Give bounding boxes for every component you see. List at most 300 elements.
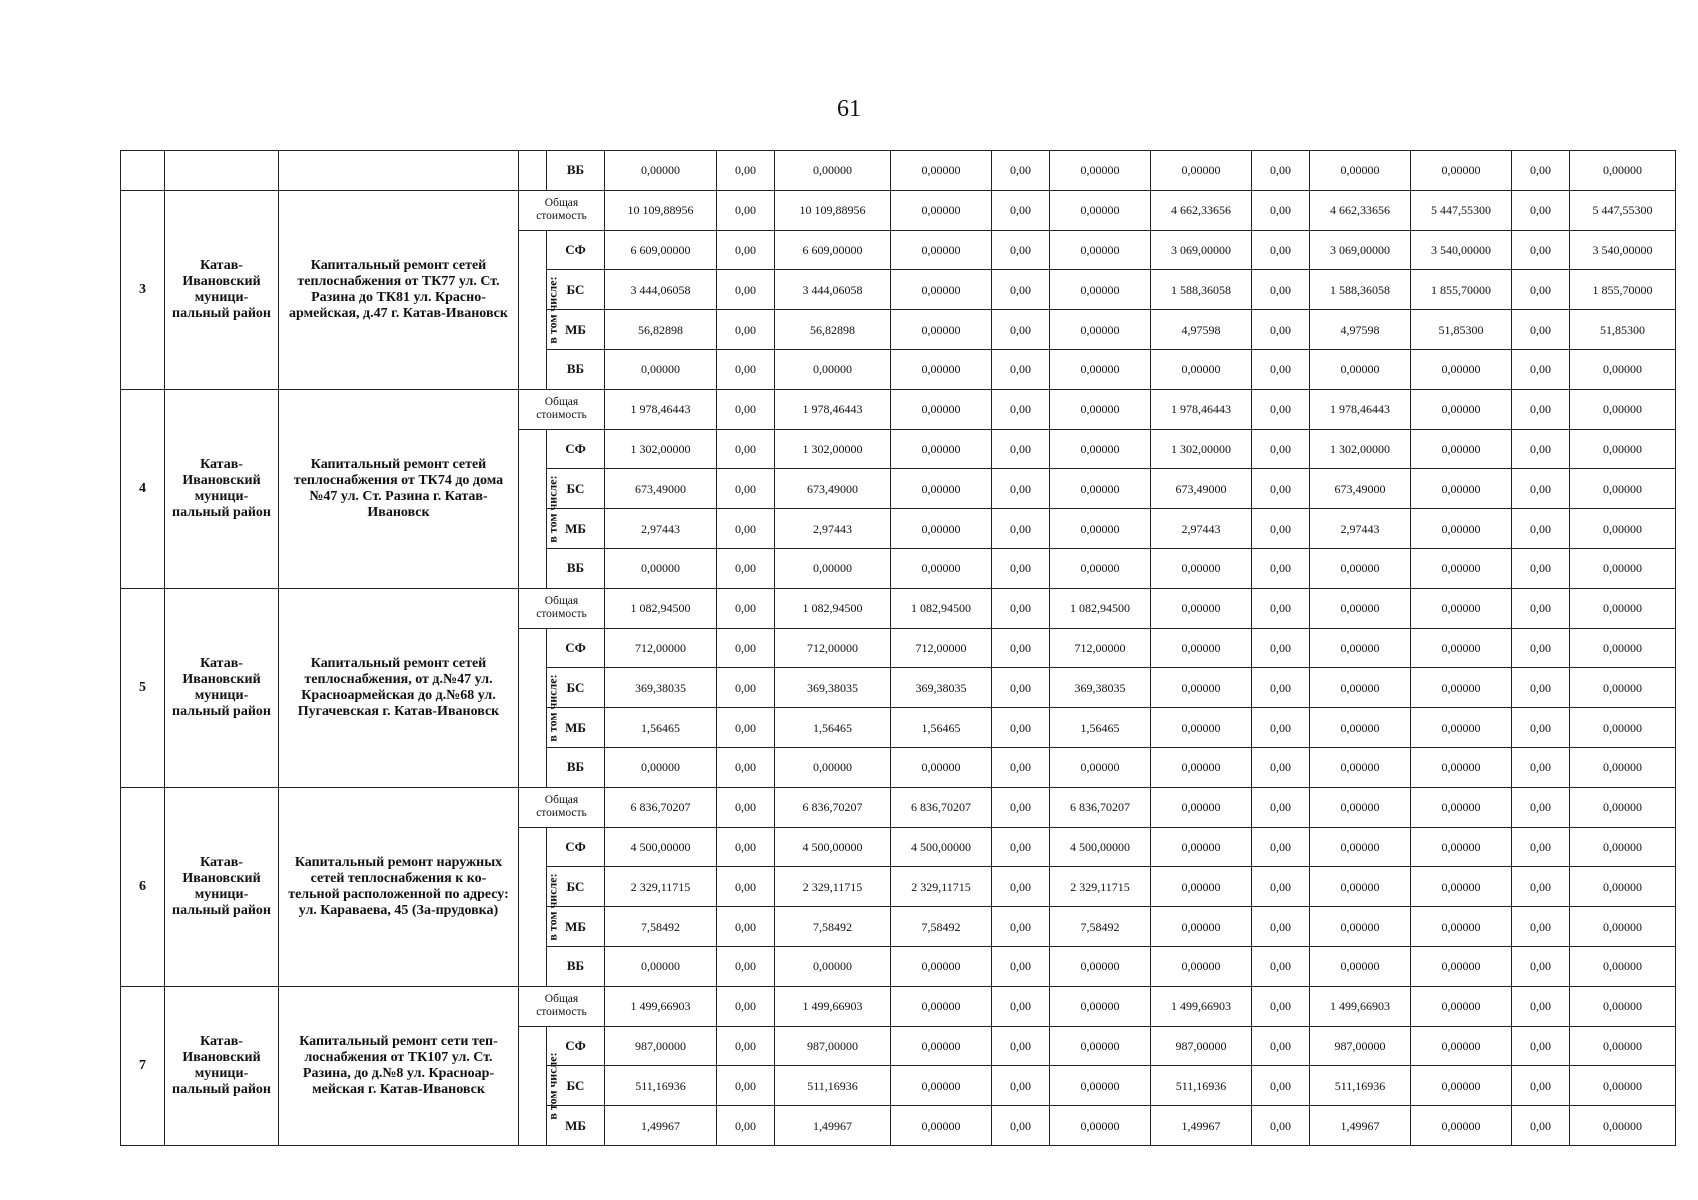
value-cell: 4,97598 [1310,310,1411,350]
value-cell: 0,00000 [1570,827,1676,867]
value-cell: 0,00 [717,230,775,270]
value-cell: 6 836,70207 [891,787,992,827]
value-cell: 0,00000 [891,270,992,310]
value-cell: 1,49967 [605,1106,717,1146]
value-cell: 0,00000 [1050,1026,1151,1066]
value-cell: 0,00000 [1411,469,1512,509]
source-label: ВБ [547,151,605,191]
table-row [121,986,1676,1026]
value-cell: 0,00000 [1151,668,1252,708]
including-label [519,230,560,389]
value-cell: 0,00000 [891,747,992,787]
value-cell: 4 662,33656 [1310,190,1411,230]
value-cell: 0,00 [1512,230,1570,270]
value-cell: 6 836,70207 [605,787,717,827]
value-cell: 0,00 [992,907,1050,947]
value-cell: 0,00000 [1570,429,1676,469]
value-cell: 4 500,00000 [605,827,717,867]
including-label [519,429,560,588]
source-label: МБ [547,509,605,549]
value-cell: 0,00 [1252,1026,1310,1066]
value-cell: 0,00000 [891,151,992,191]
value-cell: 0,00 [992,867,1050,907]
value-cell: 369,38035 [605,668,717,708]
table-row [121,151,1676,191]
value-cell: 0,00000 [775,151,891,191]
value-cell: 0,00000 [775,349,891,389]
value-cell: 0,00000 [1151,349,1252,389]
value-cell: 0,00 [717,946,775,986]
value-cell: 0,00000 [605,349,717,389]
total-cost-label: Общая стоимость [519,986,605,1026]
source-label: БС [547,668,605,708]
work-description: Капитальный ремонт сетей теплоснабжения от ТК77 ул. Ст. Разина до ТК81 ул. Красно-армейская, д.47 г. Катав-Ивановск [279,190,519,389]
value-cell: 0,00 [992,787,1050,827]
total-cost-label: Общая стоимость [519,190,605,230]
value-cell: 3 540,00000 [1570,230,1676,270]
value-cell: 0,00000 [1570,986,1676,1026]
value-cell: 0,00 [992,588,1050,628]
value-cell: 0,00 [1512,747,1570,787]
value-cell: 0,00000 [1151,588,1252,628]
value-cell: 0,00 [1252,1106,1310,1146]
value-cell: 0,00 [717,986,775,1026]
value-cell: 0,00000 [1310,827,1411,867]
value-cell: 0,00000 [1050,151,1151,191]
value-cell: 0,00000 [1050,1106,1151,1146]
value-cell: 0,00 [1512,588,1570,628]
value-cell: 5 447,55300 [1570,190,1676,230]
value-cell: 0,00000 [1570,946,1676,986]
value-cell: 0,00 [717,270,775,310]
value-cell: 0,00 [717,907,775,947]
value-cell: 0,00 [717,708,775,748]
value-cell: 0,00 [1512,349,1570,389]
value-cell: 0,00000 [1570,1026,1676,1066]
value-cell: 4 662,33656 [1151,190,1252,230]
value-cell: 0,00000 [1570,349,1676,389]
work-description: Капитальный ремонт сетей теплоснабжения от ТК74 до дома №47 ул. Ст. Разина г. Катав-Ивановск [279,389,519,588]
table-row [121,787,1676,827]
value-cell: 6 609,00000 [605,230,717,270]
value-cell: 987,00000 [1151,1026,1252,1066]
item-number: 7 [121,986,165,1145]
value-cell: 0,00 [1512,151,1570,191]
value-cell: 7,58492 [605,907,717,947]
value-cell: 0,00 [992,1106,1050,1146]
value-cell: 0,00000 [1050,389,1151,429]
value-cell: 0,00 [992,986,1050,1026]
including-label [519,1026,560,1145]
value-cell: 0,00 [1252,1066,1310,1106]
value-cell: 1 855,70000 [1411,270,1512,310]
value-cell: 0,00 [1512,1106,1570,1146]
value-cell: 0,00 [1252,548,1310,588]
value-cell: 0,00 [1512,628,1570,668]
value-cell: 0,00 [1252,230,1310,270]
value-cell: 0,00 [1512,907,1570,947]
value-cell: 0,00000 [1411,509,1512,549]
value-cell: 1,56465 [775,708,891,748]
value-cell: 0,00000 [1570,708,1676,748]
value-cell: 0,00 [992,230,1050,270]
value-cell: 673,49000 [775,469,891,509]
value-cell: 0,00000 [1570,747,1676,787]
value-cell: 0,00000 [1050,747,1151,787]
value-cell: 0,00000 [1411,429,1512,469]
value-cell: 1,56465 [605,708,717,748]
value-cell: 0,00000 [1151,747,1252,787]
value-cell: 0,00000 [1411,151,1512,191]
value-cell: 2,97443 [605,509,717,549]
district-name: Катав-Ивановский муници-пальный район [165,190,279,389]
value-cell: 0,00000 [891,310,992,350]
value-cell: 0,00000 [1310,548,1411,588]
value-cell: 0,00 [992,548,1050,588]
value-cell: 673,49000 [605,469,717,509]
value-cell: 0,00000 [1151,151,1252,191]
value-cell: 987,00000 [605,1026,717,1066]
item-number: 4 [121,389,165,588]
value-cell: 0,00000 [1570,509,1676,549]
value-cell: 3 069,00000 [1310,230,1411,270]
district-cell [165,151,279,191]
value-cell: 0,00000 [1151,708,1252,748]
value-cell: 5 447,55300 [1411,190,1512,230]
value-cell: 0,00 [1252,668,1310,708]
value-cell: 0,00000 [1050,270,1151,310]
value-cell: 712,00000 [891,628,992,668]
value-cell: 0,00 [717,310,775,350]
value-cell: 0,00 [992,708,1050,748]
value-cell: 0,00000 [1310,151,1411,191]
value-cell: 0,00 [717,867,775,907]
value-cell: 0,00 [717,827,775,867]
value-cell: 0,00 [1252,509,1310,549]
value-cell: 0,00000 [775,747,891,787]
value-cell: 0,00 [1252,827,1310,867]
value-cell: 0,00000 [1570,628,1676,668]
value-cell: 0,00000 [1050,429,1151,469]
value-cell: 0,00 [717,588,775,628]
value-cell: 0,00 [992,1026,1050,1066]
value-cell: 0,00 [1512,469,1570,509]
including-text: в том числе: [545,873,560,941]
value-cell: 0,00 [717,389,775,429]
value-cell: 1 302,00000 [1151,429,1252,469]
value-cell: 0,00000 [1411,548,1512,588]
value-cell: 0,00 [992,270,1050,310]
value-cell: 0,00 [717,787,775,827]
total-cost-label: Общая стоимость [519,588,605,628]
value-cell: 0,00000 [1310,907,1411,947]
value-cell: 511,16936 [605,1066,717,1106]
value-cell: 0,00 [1512,668,1570,708]
value-cell: 0,00000 [1411,668,1512,708]
value-cell: 0,00 [1252,310,1310,350]
value-cell: 0,00 [992,151,1050,191]
source-label: МБ [547,907,605,947]
value-cell: 0,00000 [1570,668,1676,708]
value-cell: 1 082,94500 [605,588,717,628]
value-cell: 511,16936 [1151,1066,1252,1106]
value-cell: 0,00000 [1310,668,1411,708]
source-label: ВБ [547,349,605,389]
value-cell: 0,00000 [1050,230,1151,270]
value-cell: 0,00 [1512,389,1570,429]
value-cell: 0,00 [1512,1026,1570,1066]
value-cell: 6 836,70207 [1050,787,1151,827]
value-cell: 0,00000 [891,1106,992,1146]
value-cell: 7,58492 [891,907,992,947]
value-cell: 0,00 [1512,270,1570,310]
value-cell: 511,16936 [775,1066,891,1106]
value-cell: 0,00 [1252,151,1310,191]
table-row [121,190,1676,230]
value-cell: 511,16936 [1310,1066,1411,1106]
value-cell: 0,00000 [1151,827,1252,867]
value-cell: 0,00 [1512,827,1570,867]
value-cell: 0,00000 [1310,628,1411,668]
value-cell: 0,00000 [1411,1026,1512,1066]
including-label [519,628,560,787]
value-cell: 7,58492 [1050,907,1151,947]
value-cell: 1 978,46443 [605,389,717,429]
source-label: СФ [547,230,605,270]
value-cell: 369,38035 [891,668,992,708]
value-cell: 1 082,94500 [775,588,891,628]
source-label: ВБ [547,548,605,588]
value-cell: 1 588,36058 [1151,270,1252,310]
value-cell: 0,00000 [1050,946,1151,986]
value-cell: 1 302,00000 [605,429,717,469]
value-cell: 0,00000 [1310,708,1411,748]
source-label: БС [547,469,605,509]
value-cell: 0,00000 [605,151,717,191]
value-cell: 0,00 [717,509,775,549]
value-cell: 0,00 [1252,946,1310,986]
value-cell: 0,00000 [1411,827,1512,867]
total-cost-label: Общая стоимость [519,389,605,429]
value-cell: 0,00000 [891,1066,992,1106]
including-text: в том числе: [545,1052,560,1120]
value-cell: 0,00 [992,389,1050,429]
item-number: 3 [121,190,165,389]
value-cell: 0,00000 [1310,747,1411,787]
value-cell: 369,38035 [775,668,891,708]
value-cell: 0,00000 [891,548,992,588]
work-description: Капитальный ремонт сетей теплоснабжения, от д.№47 ул. Красноармейская до д.№68 ул. Пугачевская г. Катав-Ивановск [279,588,519,787]
value-cell: 0,00000 [1151,787,1252,827]
value-cell: 0,00000 [891,190,992,230]
value-cell: 0,00 [717,1066,775,1106]
work-description: Капитальный ремонт наружных сетей теплоснабжения к ко-тельной расположенной по адресу: ул. Караваева, 45 (За-прудовка) [279,787,519,986]
total-cost-label: Общая стоимость [519,787,605,827]
value-cell: 6 609,00000 [775,230,891,270]
value-cell: 0,00 [717,548,775,588]
value-cell: 0,00 [1252,190,1310,230]
value-cell: 0,00000 [1570,907,1676,947]
value-cell: 0,00000 [1310,349,1411,389]
value-cell: 2 329,11715 [605,867,717,907]
source-label: БС [547,867,605,907]
value-cell: 0,00 [992,1066,1050,1106]
value-cell: 0,00000 [1151,628,1252,668]
value-cell: 369,38035 [1050,668,1151,708]
value-cell: 0,00000 [891,429,992,469]
value-cell: 3 444,06058 [775,270,891,310]
value-cell: 0,00 [1252,469,1310,509]
source-label: СФ [547,429,605,469]
value-cell: 1 499,66903 [1310,986,1411,1026]
value-cell: 0,00000 [1151,867,1252,907]
value-cell: 0,00 [992,509,1050,549]
value-cell: 0,00000 [1050,190,1151,230]
value-cell: 0,00000 [1310,867,1411,907]
value-cell: 0,00000 [891,469,992,509]
value-cell: 10 109,88956 [775,190,891,230]
value-cell: 1 499,66903 [605,986,717,1026]
value-cell: 0,00000 [1411,588,1512,628]
value-cell: 0,00 [1252,787,1310,827]
value-cell: 1 302,00000 [775,429,891,469]
value-cell: 0,00000 [1570,588,1676,628]
value-cell: 0,00000 [1570,1106,1676,1146]
value-cell: 51,85300 [1411,310,1512,350]
value-cell: 0,00 [1252,628,1310,668]
value-cell: 2,97443 [1310,509,1411,549]
value-cell: 0,00000 [775,946,891,986]
district-name: Катав-Ивановский муници-пальный район [165,389,279,588]
including-label [519,827,560,986]
value-cell: 0,00000 [1411,389,1512,429]
value-cell: 0,00000 [1411,708,1512,748]
number-cell [121,151,165,191]
value-cell: 1 499,66903 [1151,986,1252,1026]
value-cell: 0,00 [1512,548,1570,588]
value-cell: 0,00000 [891,389,992,429]
value-cell: 0,00000 [1411,986,1512,1026]
value-cell: 0,00 [992,668,1050,708]
value-cell: 0,00 [717,429,775,469]
value-cell: 6 836,70207 [775,787,891,827]
value-cell: 0,00000 [1411,867,1512,907]
value-cell: 0,00 [992,310,1050,350]
description-cell [279,151,519,191]
value-cell: 0,00 [1512,708,1570,748]
value-cell: 0,00000 [605,946,717,986]
value-cell: 712,00000 [1050,628,1151,668]
value-cell: 0,00 [1252,429,1310,469]
value-cell: 0,00000 [1570,548,1676,588]
value-cell: 0,00 [1252,349,1310,389]
page-number: 61 [837,96,861,122]
item-number: 5 [121,588,165,787]
district-name: Катав-Ивановский муници-пальный район [165,986,279,1145]
value-cell: 0,00000 [1050,310,1151,350]
value-cell: 987,00000 [775,1026,891,1066]
value-cell: 0,00 [1512,190,1570,230]
value-cell: 0,00000 [1310,588,1411,628]
value-cell: 987,00000 [1310,1026,1411,1066]
value-cell: 0,00 [1512,867,1570,907]
value-cell: 0,00000 [1570,1066,1676,1106]
source-label: МБ [547,708,605,748]
value-cell: 0,00000 [605,548,717,588]
value-cell: 0,00000 [1050,469,1151,509]
value-cell: 3 540,00000 [1411,230,1512,270]
value-cell: 0,00000 [1411,907,1512,947]
value-cell: 673,49000 [1310,469,1411,509]
source-label: СФ [547,827,605,867]
value-cell: 0,00000 [1310,946,1411,986]
source-label: ВБ [547,747,605,787]
value-cell: 3 444,06058 [605,270,717,310]
value-cell: 7,58492 [775,907,891,947]
district-name: Катав-Ивановский муници-пальный район [165,588,279,787]
value-cell: 0,00000 [1151,907,1252,947]
value-cell: 0,00000 [605,747,717,787]
table-row [121,588,1676,628]
value-cell: 0,00 [1252,907,1310,947]
value-cell: 1 499,66903 [775,986,891,1026]
value-cell: 0,00000 [891,230,992,270]
value-cell: 0,00 [992,747,1050,787]
value-cell: 712,00000 [605,628,717,668]
value-cell: 1,56465 [891,708,992,748]
value-cell: 3 069,00000 [1151,230,1252,270]
value-cell: 0,00000 [1411,628,1512,668]
value-cell: 0,00 [717,668,775,708]
value-cell: 0,00 [992,628,1050,668]
value-cell: 0,00 [717,628,775,668]
value-cell: 0,00 [1252,270,1310,310]
value-cell: 0,00000 [1570,151,1676,191]
value-cell: 1 082,94500 [1050,588,1151,628]
budget-table [120,150,1676,1146]
value-cell: 1 978,46443 [1310,389,1411,429]
value-cell: 0,00000 [1310,787,1411,827]
value-cell: 0,00000 [1050,349,1151,389]
including-text: в том числе: [545,475,560,543]
value-cell: 0,00000 [891,986,992,1026]
value-cell: 0,00 [992,827,1050,867]
value-cell: 2 329,11715 [775,867,891,907]
value-cell: 0,00 [1512,787,1570,827]
value-cell: 0,00 [1512,509,1570,549]
source-label: СФ [547,1026,605,1066]
district-name: Катав-Ивановский муници-пальный район [165,787,279,986]
value-cell: 1 855,70000 [1570,270,1676,310]
value-cell: 1 978,46443 [1151,389,1252,429]
value-cell: 0,00000 [891,349,992,389]
value-cell: 51,85300 [1570,310,1676,350]
value-cell: 1,49967 [775,1106,891,1146]
value-cell: 0,00000 [1570,867,1676,907]
source-label: СФ [547,628,605,668]
value-cell: 0,00000 [891,1026,992,1066]
value-cell: 2,97443 [1151,509,1252,549]
value-cell: 712,00000 [775,628,891,668]
value-cell: 0,00 [1512,429,1570,469]
value-cell: 0,00 [992,349,1050,389]
value-cell: 0,00 [1252,588,1310,628]
value-cell: 0,00000 [1411,1066,1512,1106]
value-cell: 0,00 [1512,310,1570,350]
value-cell: 0,00000 [891,946,992,986]
value-cell: 4,97598 [1151,310,1252,350]
including-cell [519,151,547,191]
